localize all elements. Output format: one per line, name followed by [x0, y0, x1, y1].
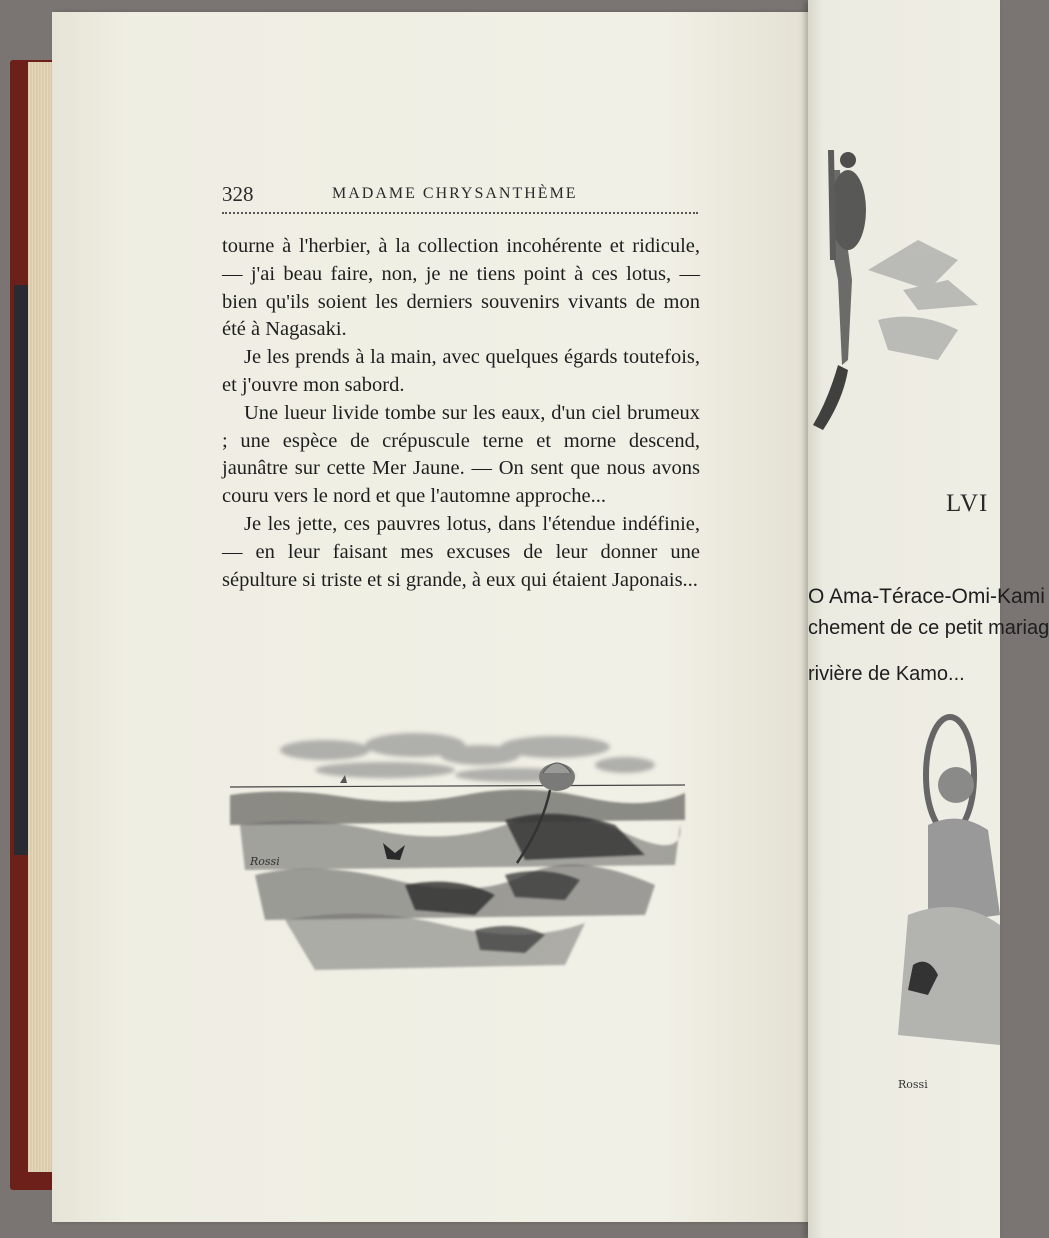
sea-lotus-illustration: [225, 725, 690, 980]
paragraph-3: Une lueur livide tombe sur les eaux, d'un ciel brumeux ; une espèce de crépuscule terne et morne descend, jaunâtre sur cette Mer Jaune. — On sent que nous avons couru vers le nord et que l'automne approche...: [222, 401, 700, 508]
clouds: [280, 733, 655, 782]
facing-page: [808, 0, 1049, 1238]
page-header: [222, 182, 698, 212]
body-text: [222, 233, 700, 594]
artist-signature: Rossi: [250, 855, 280, 868]
paragraph-4: Je les jette, ces pauvres lotus, dans l'étendue indéfinie, — en leur faisant mes excuses de leur donner une sépulture si triste et si grande, à eux qui étaient Japonais...: [222, 512, 700, 591]
paragraph-2: Je les prends à la main, avec quelques égards toutefois, et j'ouvre mon sabord.: [222, 346, 700, 396]
header-dotted-rule: [222, 212, 698, 214]
running-title: MADAME CHRYSANTHÈME: [332, 185, 578, 202]
facing-line-1: O Ama-Térace-Omi-Kami: [808, 585, 1045, 608]
page-number: 328: [222, 182, 254, 206]
facing-line-3: rivière de Kamo...: [808, 663, 965, 685]
facing-line-2: chement de ce petit mariag: [808, 617, 1049, 639]
figure-illustration: [808, 130, 1000, 450]
sea-waves: [230, 789, 685, 970]
chapter-numeral: LVI: [946, 490, 989, 517]
buddha-statue-illustration: [888, 715, 1000, 1105]
facing-signature: Rossi: [898, 1078, 928, 1091]
paragraph-1: tourne à l'herbier, à la collection incohérente et ridicule, — j'ai beau faire, non, je ne tiens point à ces lotus, — bien qu'ils soient les derniers souvenirs vivants de mon été à Nagasaki.: [222, 235, 700, 341]
